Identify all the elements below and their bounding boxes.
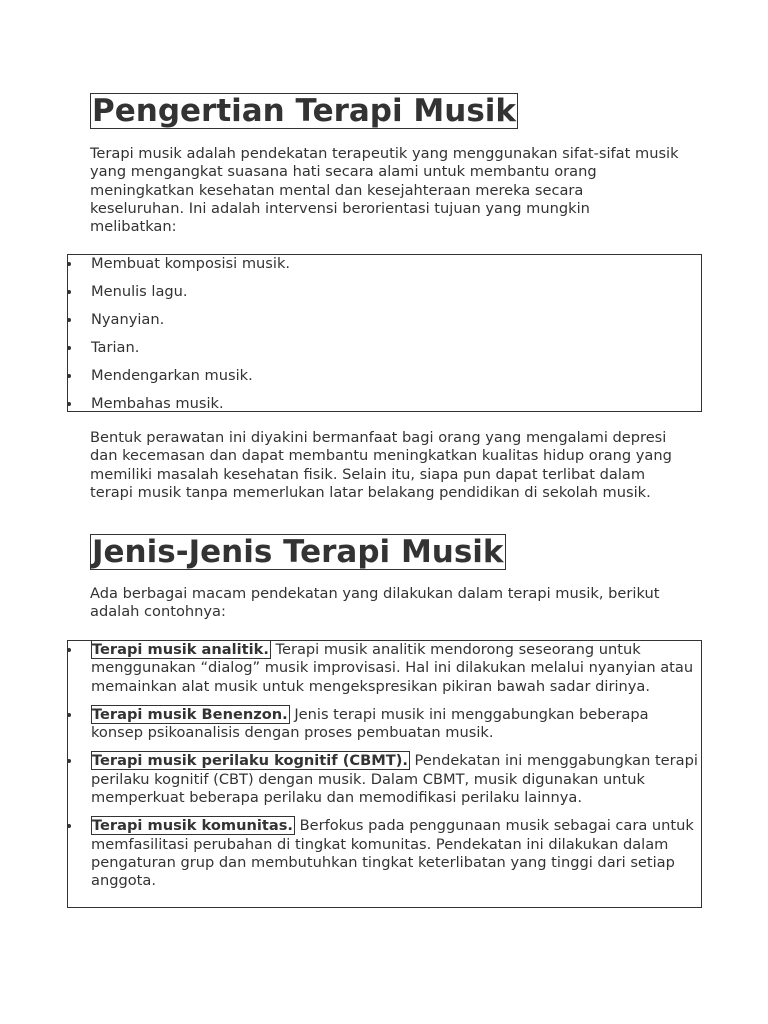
- therapy-type-description: Terapi musik analitik mendorong seseorang untuk menggunakan “dialog” musik improvisasi. Hal ini dilakukan melalui nyanyian atau memainkan alat musik untuk mengekspresikan pikiran bawah sadar dirinya.: [91, 641, 694, 695]
- therapy-type-term: Terapi musik Benenzon.: [92, 705, 288, 723]
- definition-paragraph: Terapi musik adalah pendekatan terapeutik yang menggunakan sifat-sifat musik yang mengangkat suasana hati secara alami untuk membantu orang meningkatkan kesehatan mental dan kesejahteraan mereka secara keseluruhan. Ini adalah intervensi berorientasi tujuan yang mungkin melibatkan:: [90, 145, 679, 236]
- therapy-types-list: [67, 640, 702, 908]
- activity-list-item: Menulis lagu.: [91, 283, 701, 311]
- therapy-type-term: Terapi musik analitik.: [92, 641, 269, 658]
- therapy-type-description: Pendekatan ini menggabungkan terapi perilaku kognitif (CBT) dengan musik. Dalam CBMT, musik digunakan untuk memperkuat beberapa perilaku dan memodifikasi perilaku lainnya.: [91, 752, 698, 807]
- therapy-type-description: Berfokus pada penggunaan musik sebagai cara untuk memfasilitasi perubahan di tingkat komunitas. Pendekatan ini dilakukan dalam pengaturan grup dan membutuhkan tingkat keterlibatan yang tinggi dari setiap anggota.: [91, 817, 694, 890]
- activity-list-item: Tarian.: [91, 339, 701, 367]
- activity-list-item: Membahas musik.: [91, 395, 701, 423]
- activities-list: [67, 254, 702, 412]
- therapy-type-item: [91, 817, 701, 890]
- therapy-type-item: [91, 641, 701, 696]
- therapy-type-description: Jenis terapi musik ini menggabungkan beberapa konsep psikoanalisis dengan proses pembuatan musik.: [91, 705, 649, 742]
- therapy-type-item: [91, 706, 701, 743]
- therapy-type-term: Terapi musik perilaku kognitif (CBMT).: [92, 752, 408, 770]
- section-title-definition: Pengertian Terapi Musik: [92, 93, 517, 129]
- therapy-type-item: [91, 752, 701, 807]
- types-intro-paragraph: Ada berbagai macam pendekatan yang dilakukan dalam terapi musik, berikut adalah contohnya:: [90, 585, 660, 621]
- section-title-types: Jenis-Jenis Terapi Musik: [92, 534, 504, 570]
- therapy-type-term: Terapi musik komunitas.: [92, 817, 293, 835]
- benefit-paragraph: Bentuk perawatan ini diyakini bermanfaat bagi orang yang mengalami depresi dan kecemasan dan dapat membantu meningkatkan kualitas hidup orang yang memiliki masalah kesehatan fisik. Selain itu, siapa pun dapat terlibat dalam terapi musik tanpa memerlukan latar belakang pendidikan di sekolah musik.: [90, 429, 672, 501]
- activity-list-item: Membuat komposisi musik.: [91, 255, 701, 283]
- activity-list-item: Nyanyian.: [91, 311, 701, 339]
- activity-list-item: Mendengarkan musik.: [91, 367, 701, 395]
